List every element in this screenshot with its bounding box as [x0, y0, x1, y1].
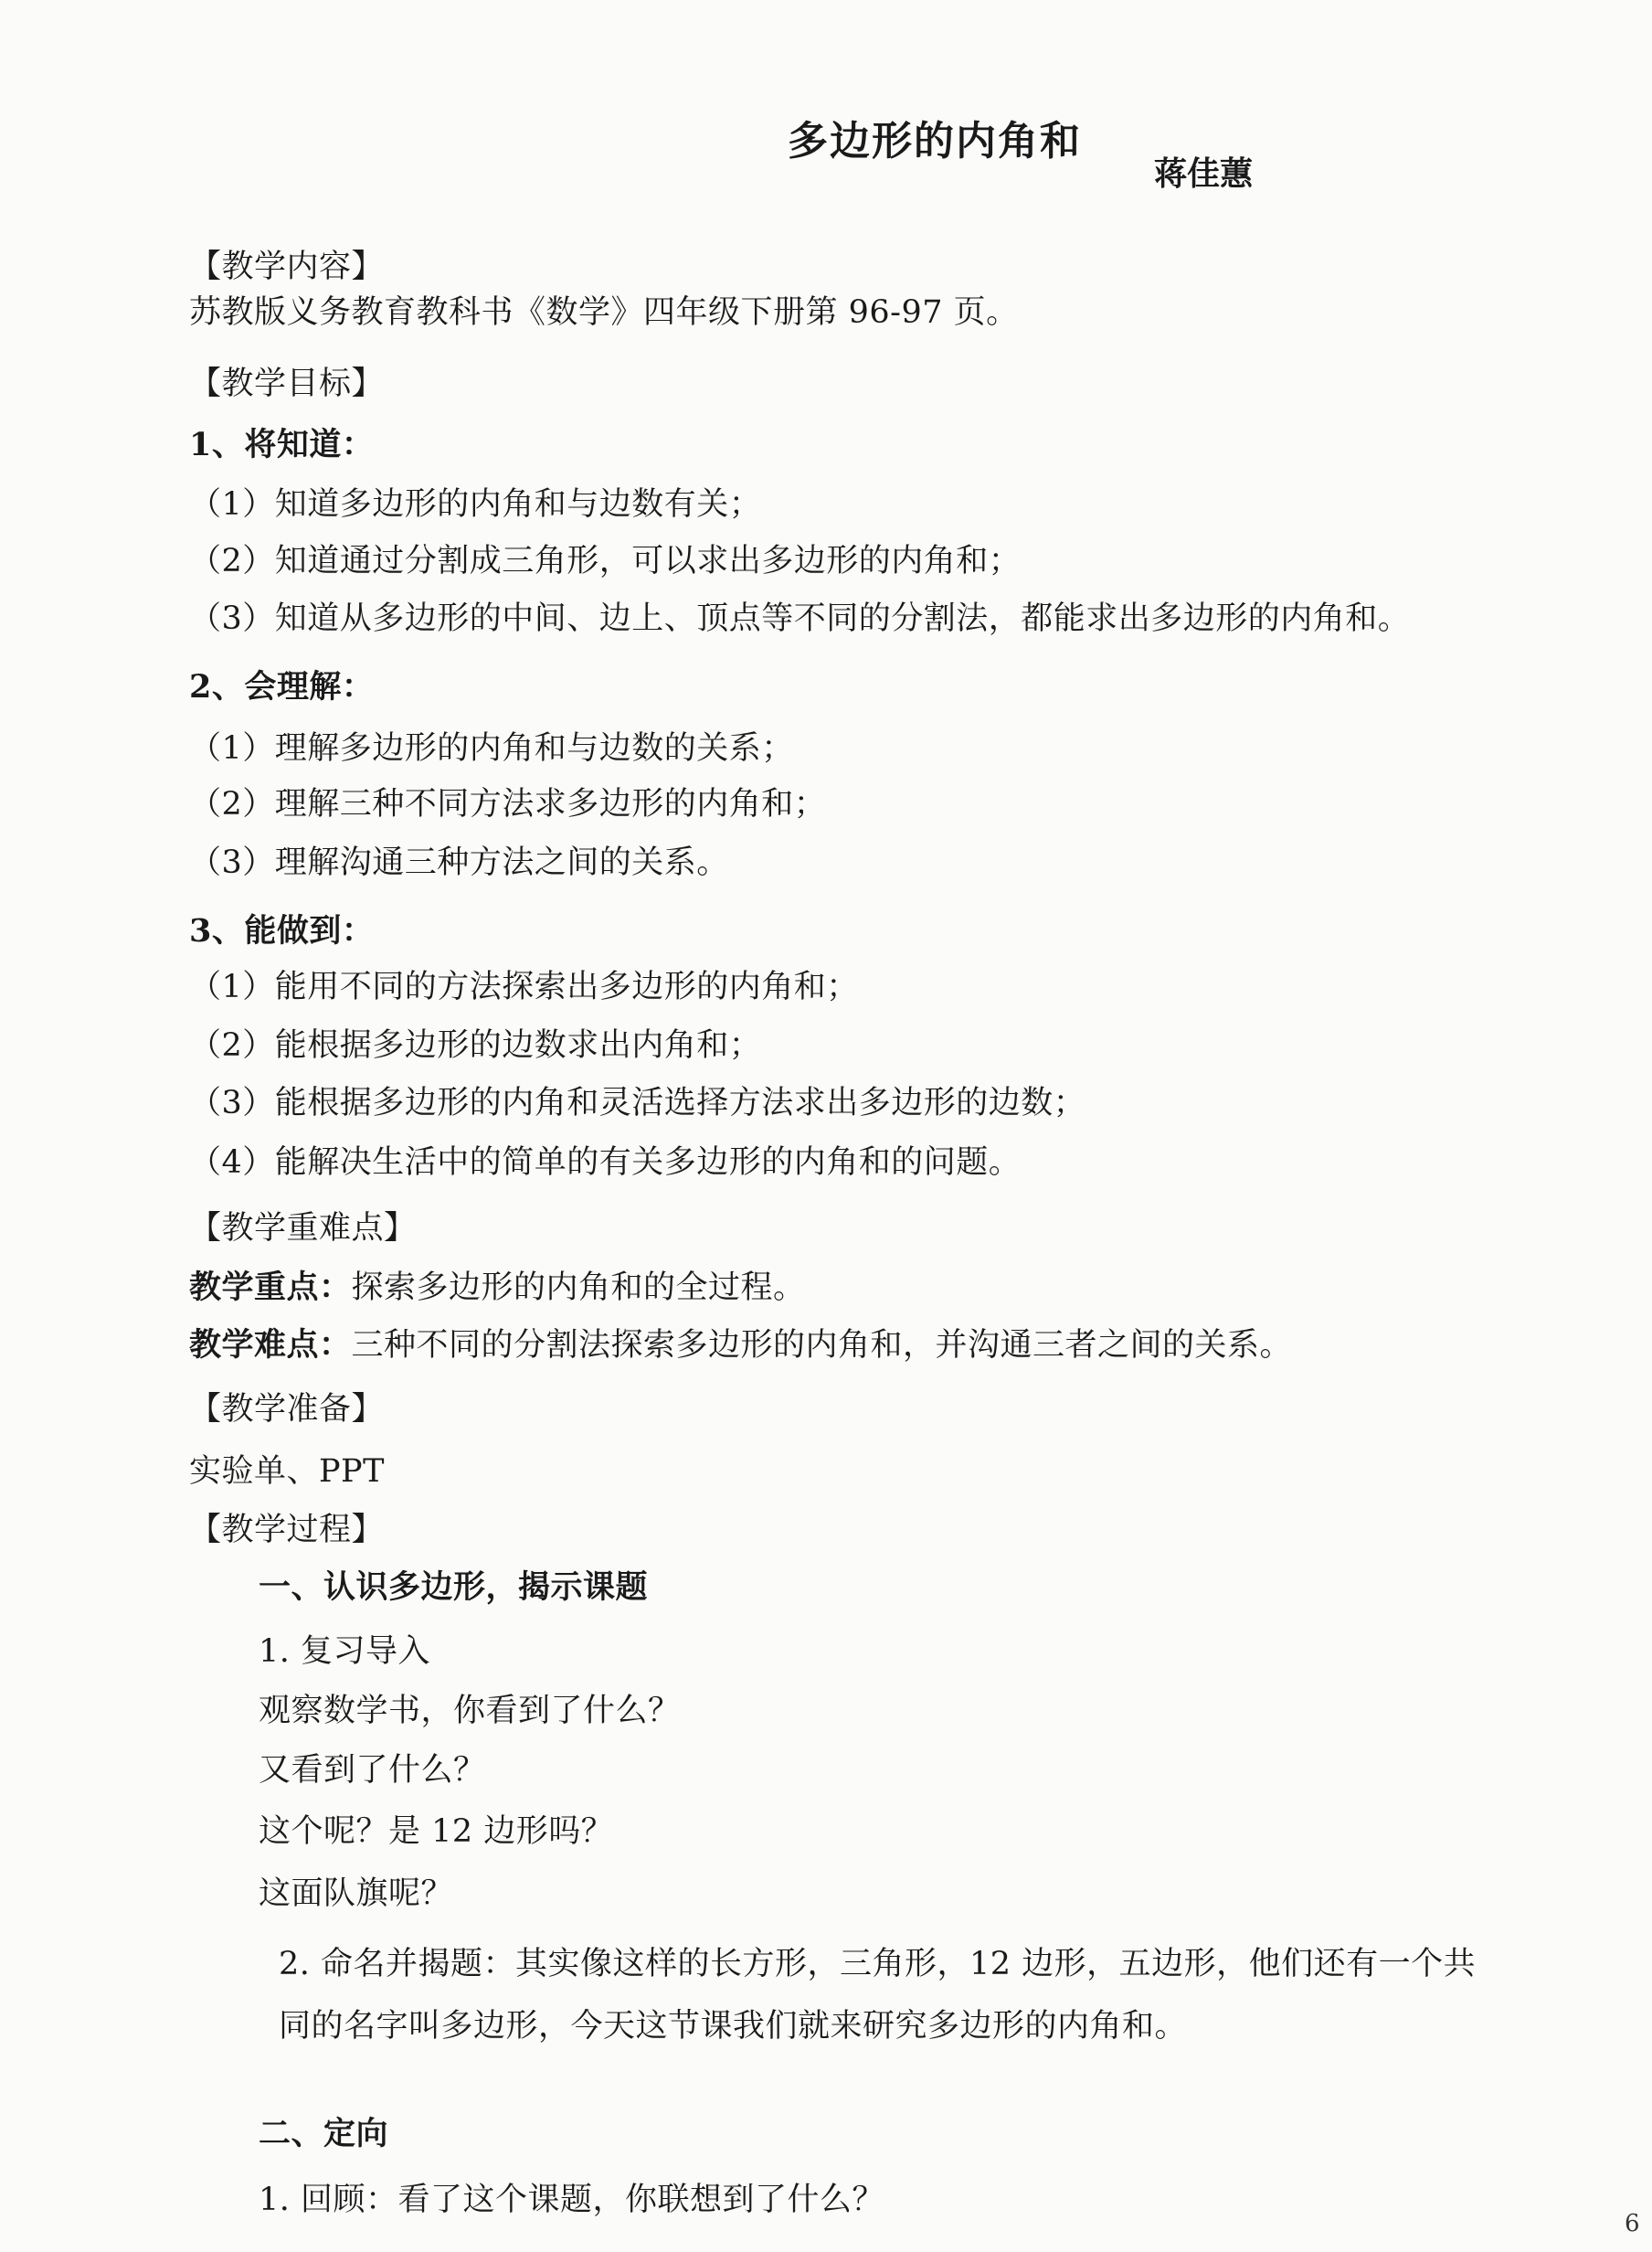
document-title: 多边形的内角和: [788, 118, 1082, 165]
part1-question-2: 又看到了什么？: [259, 1752, 486, 1789]
part1-question-4: 这面队旗呢？: [259, 1875, 454, 1912]
content-text: 苏教版义务教育教科书《数学》四年级下册第 96-97 页。: [189, 294, 1019, 331]
key-point-text: 探索多边形的内角和的全过程。: [351, 1269, 806, 1306]
part2-step1: 1. 回顾：看了这个课题，你联想到了什么？: [259, 2182, 885, 2218]
goal3-item-2: （2）能根据多边形的边数求出内角和；: [189, 1027, 762, 1064]
goal2-item-1: （1）理解多边形的内角和与边数的关系；: [189, 730, 794, 767]
part1-question-1: 观察数学书，你看到了什么？: [259, 1693, 681, 1729]
goal1-title: 1、将知道：: [189, 426, 375, 463]
key-point-label: 教学重点：: [189, 1269, 352, 1306]
goal1-item-3: （3）知道从多边形的中间、边上、顶点等不同的分割法，都能求出多边形的内角和。: [189, 600, 1411, 637]
page-number: 6: [1625, 2210, 1640, 2237]
difficulty-label: 教学难点：: [189, 1326, 352, 1364]
goal3-item-1: （1）能用不同的方法探索出多边形的内角和；: [189, 969, 859, 1005]
goal1-item-2: （2）知道通过分割成三角形，可以求出多边形的内角和；: [189, 543, 1022, 579]
keypoints-heading: 【教学重难点】: [189, 1210, 417, 1247]
difficulty-text: 三种不同的分割法探索多边形的内角和，并沟通三者之间的关系。: [351, 1327, 1293, 1364]
content-heading: 【教学内容】: [189, 249, 385, 285]
part1-question-3: 这个呢？是 12 边形吗？: [259, 1813, 614, 1850]
goal3-item-4: （4）能解决生活中的简单的有关多边形的内角和的问题。: [189, 1144, 1022, 1181]
goal2-item-2: （2）理解三种不同方法求多边形的内角和；: [189, 786, 827, 823]
process-heading: 【教学过程】: [189, 1512, 385, 1548]
part1-step1: 1. 复习导入: [259, 1633, 431, 1670]
author-name: 蒋佳蕙: [1154, 154, 1254, 193]
difficulty-point: [189, 1325, 1292, 1365]
part1-step2-line2: 同的名字叫多边形，今天这节课我们就来研究多边形的内角和。: [279, 2008, 1188, 2045]
goal3-title: 3、能做到：: [189, 912, 375, 950]
part2-title: 二、定向: [259, 2115, 389, 2152]
prep-text: 实验单、PPT: [189, 1453, 385, 1490]
prep-heading: 【教学准备】: [189, 1391, 385, 1428]
goal3-item-3: （3）能根据多边形的内角和灵活选择方法求出多边形的边数；: [189, 1085, 1086, 1121]
key-point: [189, 1268, 806, 1308]
goal1-item-1: （1）知道多边形的内角和与边数有关；: [189, 486, 762, 523]
part1-step2-line1: 2. 命名并揭题：其实像这样的长方形，三角形，12 边形，五边形，他们还有一个共: [279, 1946, 1477, 1982]
goal2-title: 2、会理解：: [189, 668, 375, 706]
part1-title: 一、认识多边形，揭示课题: [259, 1568, 649, 1606]
goal2-item-3: （3）理解沟通三种方法之间的关系。: [189, 844, 729, 881]
goals-heading: 【教学目标】: [189, 366, 385, 402]
